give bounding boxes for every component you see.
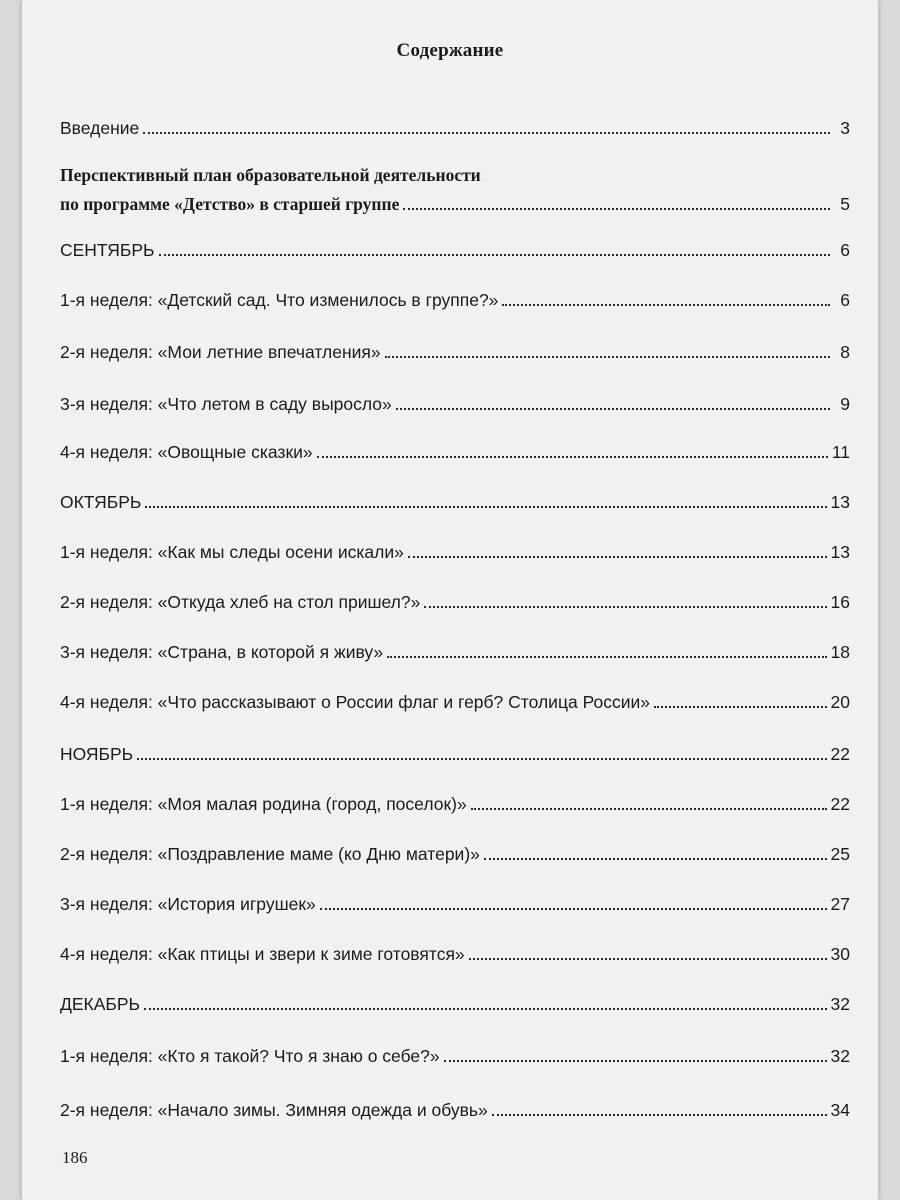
toc-entry-label: 2-я неделя: «Мои летние впечатления»: [60, 342, 381, 362]
leader-dots: [145, 506, 826, 508]
toc-entry-plan-line1[interactable]: Перспективный план образовательной деятельности: [60, 165, 481, 185]
toc-entry-page: 25: [830, 844, 850, 864]
leader-dots: [159, 254, 830, 256]
leader-dots: [471, 808, 827, 810]
toc-entry-label: 3-я неделя: «Страна, в которой я живу»: [60, 642, 384, 662]
leader-dots: [424, 606, 826, 608]
toc-entry-label: 2-я неделя: «Откуда хлеб на стол пришел?»: [60, 592, 421, 612]
toc-entry-september-week2[interactable]: [60, 337, 850, 363]
leader-dots: [469, 958, 827, 960]
toc-entry-label: ДЕКАБРЬ: [60, 994, 141, 1014]
toc-entry-november-week1[interactable]: [60, 789, 850, 815]
toc-entry-label: 1-я неделя: «Кто я такой? Что я знаю о себе?»: [60, 1046, 440, 1066]
toc-entry-september-week1[interactable]: [60, 285, 850, 311]
toc-entry-november-week3[interactable]: [60, 889, 850, 915]
toc-entry-october-week2[interactable]: [60, 587, 850, 613]
toc-entry-introduction[interactable]: [60, 113, 850, 139]
leader-dots: [137, 758, 826, 760]
toc-entry-page: 13: [830, 542, 850, 562]
toc-entry-page: 3: [840, 118, 850, 138]
toc-entry-label: НОЯБРЬ: [60, 744, 134, 764]
toc-entry-september-week4[interactable]: [60, 437, 850, 463]
toc-entry-december[interactable]: [60, 989, 850, 1015]
toc-entry-page: 8: [840, 342, 850, 362]
toc-entry-label: 1-я неделя: «Детский сад. Что изменилось в группе?»: [60, 290, 499, 310]
toc-entry-label: ОКТЯБРЬ: [60, 492, 142, 512]
leader-dots: [492, 1114, 827, 1116]
leader-dots: [320, 908, 827, 910]
toc-entry-october-week4[interactable]: [60, 687, 850, 713]
toc-entry-november-week4[interactable]: [60, 939, 850, 965]
toc-entry-page: 5: [840, 194, 850, 214]
leader-dots: [502, 304, 830, 306]
toc-entry-page: 32: [830, 1046, 850, 1066]
book-page: [22, 0, 878, 1200]
toc-entry-plan[interactable]: [60, 189, 850, 215]
toc-entry-page: 22: [830, 794, 850, 814]
leader-dots: [444, 1060, 827, 1062]
toc-entry-page: 13: [830, 492, 850, 512]
leader-dots: [396, 408, 830, 410]
toc-entry-page: 16: [830, 592, 850, 612]
leader-dots: [403, 208, 830, 210]
page-title: Содержание: [396, 40, 504, 61]
toc-entry-label: 4-я неделя: «Что рассказывают о России флаг и герб? Столица России»: [60, 692, 650, 712]
leader-dots: [484, 858, 827, 860]
toc-entry-page: 27: [830, 894, 850, 914]
leader-dots: [317, 456, 828, 458]
toc-entry-label: 1-я неделя: «Как мы следы осени искали»: [60, 542, 404, 562]
leader-dots: [387, 656, 826, 658]
toc-entry-september[interactable]: [60, 235, 850, 261]
toc-entry-page: 30: [830, 944, 850, 964]
toc-entry-page: 6: [840, 240, 850, 260]
toc-entry-label: 2-я неделя: «Начало зимы. Зимняя одежда и обувь»: [60, 1100, 488, 1120]
toc-entry-september-week3[interactable]: [60, 389, 850, 415]
toc-entry-october-week1[interactable]: [60, 537, 850, 563]
toc-entry-label: 1-я неделя: «Моя малая родина (город, поселок)»: [60, 794, 467, 814]
toc-entry-page: 6: [840, 290, 850, 310]
leader-dots: [385, 356, 830, 358]
toc-entry-page: 9: [840, 394, 850, 414]
toc-entry-label: 3-я неделя: «История игрушек»: [60, 894, 316, 914]
toc-entry-page: 18: [830, 642, 850, 662]
leader-dots: [144, 1008, 826, 1010]
toc-entry-label: СЕНТЯБРЬ: [60, 240, 155, 260]
leader-dots: [408, 556, 827, 558]
toc-entry-page: 22: [830, 744, 850, 764]
leader-dots: [654, 706, 827, 708]
toc-entry-november-week2[interactable]: [60, 839, 850, 865]
toc-entry-page: 34: [830, 1100, 850, 1120]
toc-entry-label: 2-я неделя: «Поздравление маме (ко Дню матери)»: [60, 844, 480, 864]
leader-dots: [143, 132, 830, 134]
toc-entry-october[interactable]: [60, 487, 850, 513]
toc-entry-label: 4-я неделя: «Овощные сказки»: [60, 442, 313, 462]
page-number: 186: [62, 1148, 88, 1167]
toc-entry-label: 3-я неделя: «Что летом в саду выросло»: [60, 394, 392, 414]
toc-entry-december-week1[interactable]: [60, 1041, 850, 1067]
toc-entry-october-week3[interactable]: [60, 637, 850, 663]
toc-entry-page: 11: [831, 442, 850, 462]
toc-entry-label: Введение: [60, 118, 140, 138]
toc-entry-label: по программе «Детство» в старшей группе: [60, 194, 400, 214]
toc-entry-page: 32: [830, 994, 850, 1014]
toc-entry-november[interactable]: [60, 739, 850, 765]
toc-entry-page: 20: [830, 692, 850, 712]
toc-entry-december-week2[interactable]: [60, 1095, 850, 1121]
toc-entry-label: 4-я неделя: «Как птицы и звери к зиме готовятся»: [60, 944, 465, 964]
